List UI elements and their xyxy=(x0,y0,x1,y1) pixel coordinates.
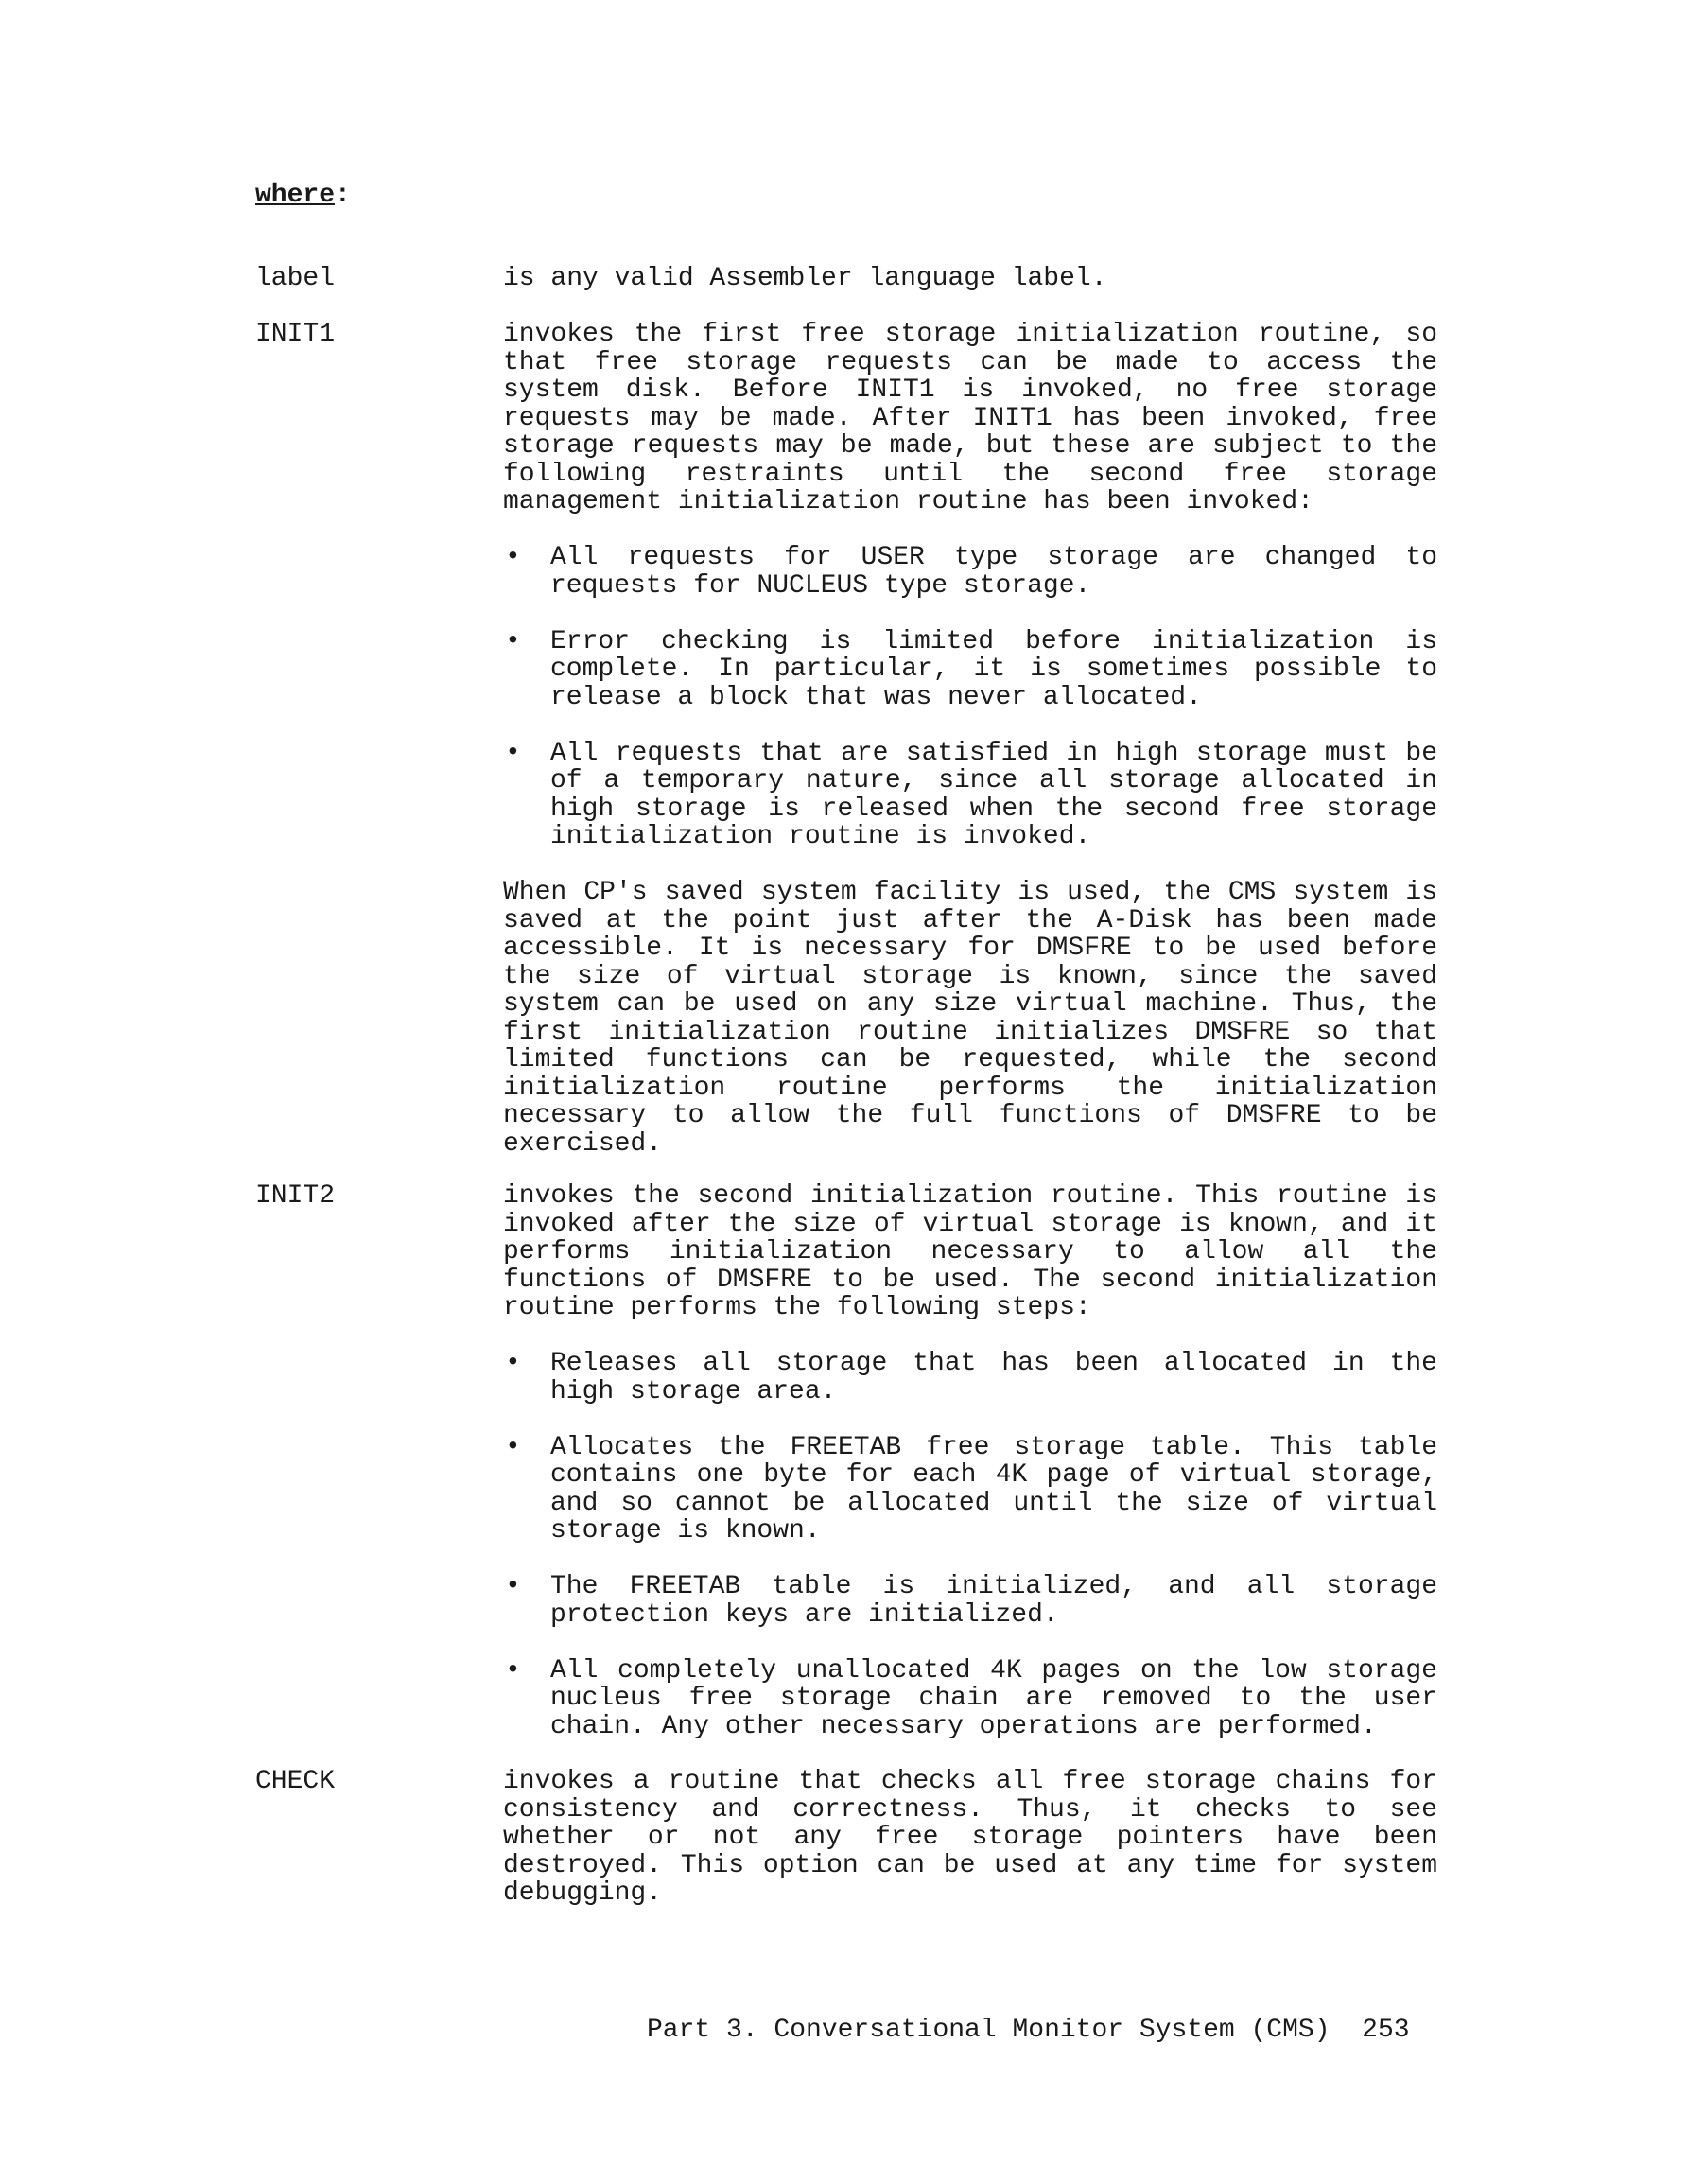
definition-label xyxy=(255,265,1437,293)
where-heading xyxy=(255,182,351,210)
bullet-text: Allocates the FREETAB free storage table. This table contains one byte for each 4K page of virtual storage, and so cannot be allocated until the size of virtual storage is known. xyxy=(550,1432,1437,1546)
bullet-icon: • xyxy=(505,626,521,656)
list-item xyxy=(503,628,1437,712)
bullet-icon: • xyxy=(505,738,521,768)
description-check xyxy=(503,1768,1437,1908)
bullet-icon: • xyxy=(505,543,521,572)
bullet-text: Releases all storage that has been allocated in the high storage area. xyxy=(550,1349,1437,1406)
bullet-icon: • xyxy=(505,1572,521,1601)
init2-intro-paragraph: invokes the second initialization routine. This routine is invoked after the size of virtual storage is known, and it performs initialization necessary to allow all the functions of DMSFRE to be used. The second initialization routine performs the following steps: xyxy=(503,1181,1437,1322)
description-paragraph: is any valid Assembler language label. xyxy=(503,264,1107,293)
definition-check xyxy=(255,1768,1437,1908)
list-item xyxy=(503,1573,1437,1629)
bullet-text: The FREETAB table is initialized, and all storage protection keys are initialized. xyxy=(550,1572,1437,1630)
bullet-text: All completely unallocated 4K pages on the low storage nucleus free storage chain are removed to the user chain. Any other necessary operations are performed. xyxy=(550,1655,1437,1741)
term-init1: INIT1 xyxy=(255,320,336,349)
list-item xyxy=(503,1657,1437,1741)
page-footer xyxy=(647,2017,1410,2045)
description-init1 xyxy=(503,321,1437,1158)
list-item xyxy=(503,1434,1437,1546)
footer-title: Part 3. Conversational Monitor System (CMS) xyxy=(647,2016,1330,2045)
description-label xyxy=(503,265,1437,293)
description-init2 xyxy=(503,1182,1437,1740)
bullet-text: All requests that are satisfied in high storage must be of a temporary nature, since all storage allocated in high storage is released when the second free storage initialization routine is invoked. xyxy=(550,738,1437,851)
definition-init1 xyxy=(255,321,1437,1158)
term-label: label xyxy=(255,264,336,293)
page-number: 253 xyxy=(1362,2016,1410,2045)
bullet-text: All requests for USER type storage are changed to requests for NUCLEUS type storage. xyxy=(550,543,1437,601)
bullet-icon: • xyxy=(505,1432,521,1462)
list-item xyxy=(503,740,1437,851)
init1-intro-paragraph: invokes the first free storage initialization routine, so that free storage requests can be made to access the system disk. Before INIT1 is invoked, no free storage requests may be made. After INIT1 has been invoked, free storage requests may be made, but these are subject to the following restraints until the second free storage management initialization routine has been invoked: xyxy=(503,320,1437,516)
term-init2: INIT2 xyxy=(255,1181,336,1211)
check-paragraph: invokes a routine that checks all free storage chains for consistency and correctness. Thus, it checks to see whether or not any free storage pointers have been destroyed. This option can be used at any time for system debugging. xyxy=(503,1767,1437,1908)
bullet-icon: • xyxy=(505,1655,521,1686)
where-heading-colon: : xyxy=(335,181,351,210)
init1-closing-paragraph: When CP's saved system facility is used, the CMS system is saved at the point just after the A-Disk has been made accessible. It is necessary for DMSFRE to be used before the size of virtual storage is known, since the saved system can be used on any size virtual machine. Thus, the first initialization routine initializes DMSFRE so that limited functions can be requested, while the second initialization routine performs the initialization necessary to allow the full functions of DMSFRE to be exercised. xyxy=(503,878,1437,1159)
list-item xyxy=(503,544,1437,600)
term-check: CHECK xyxy=(255,1767,336,1796)
bullet-text: Error checking is limited before initialization is complete. In particular, it is sometimes possible to release a block that was never allocated. xyxy=(550,626,1437,712)
init2-steps-list xyxy=(503,1350,1437,1740)
definition-init2 xyxy=(255,1182,1437,1740)
bullet-icon: • xyxy=(505,1349,521,1378)
where-heading-word: where xyxy=(255,181,336,210)
list-item xyxy=(503,1350,1437,1406)
init1-restraints-list xyxy=(503,544,1437,851)
